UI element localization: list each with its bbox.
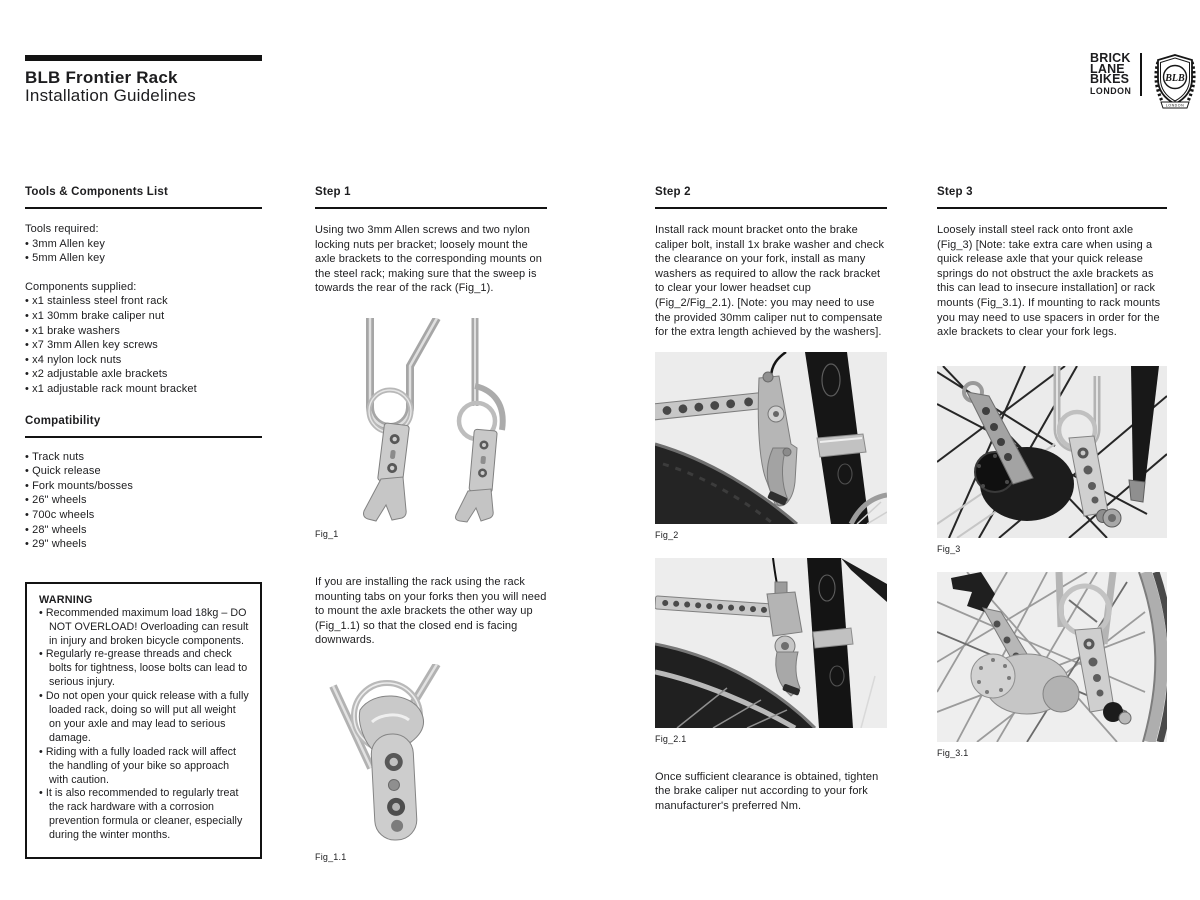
step2-section [655, 186, 887, 814]
fig-1-caption: Fig_1 [315, 528, 339, 539]
fig-2-1-image [655, 558, 887, 728]
tools-required-label: Tools required: [25, 223, 99, 235]
list-item: • 26" wheels [25, 493, 262, 508]
step1-paragraph2: If you are installing the rack using the rack mounting tabs on your forks then you will need to mount the axle brackets the other way up (Fig_1.1) so that the closed end is facing downwards. [315, 575, 547, 647]
warning-box [25, 582, 262, 859]
step2-paragraph2: Once sufficient clearance is obtained, tighten the brake caliper nut according to your fork manufacturer's preferred Nm. [655, 770, 879, 812]
brand-crest-icon [1151, 53, 1199, 116]
brand-wordmark [1090, 53, 1131, 96]
fig-3-1-caption: Fig_3.1 [937, 747, 969, 758]
list-item: • Track nuts [25, 450, 262, 465]
page-title: BLB Frontier Rack [25, 68, 178, 87]
warning-heading: WARNING [39, 593, 93, 606]
warning-list [39, 607, 249, 843]
step3-section [937, 186, 1167, 758]
list-item: • 700c wheels [25, 508, 262, 523]
list-item: • 3mm Allen key [25, 237, 262, 252]
step2-paragraph: Install rack mount bracket onto the brake caliper bolt, install 1x brake washer and check the clearance on your fork, install as many washers as required to allow the rack bracket to clear your lower headset cup (Fig_2/Fig_2.1). [Note: you may need to use the provided 30mm caliper nut to compensate for the extra length achieved by the washers]. [655, 224, 885, 339]
list-item: • 5mm Allen key [25, 251, 262, 266]
list-item: • x2 adjustable axle brackets [25, 367, 262, 382]
fig-2-caption: Fig_2 [655, 529, 679, 540]
list-item: • x1 stainless steel front rack [25, 294, 262, 309]
list-item: • x1 30mm brake caliper nut [25, 309, 262, 324]
step1-section [315, 186, 547, 862]
svg-text:BLB: BLB [1165, 73, 1186, 84]
fig-2-1-caption: Fig_2.1 [655, 733, 687, 744]
warning-item: • Regularly re-grease threads and check bolts for tightness, loose bolts can lead to serious injury. [39, 648, 249, 690]
step1-paragraph: Using two 3mm Allen screws and two nylon locking nuts per bracket; loosely mount the axle brackets to the corresponding mounts on the steel rack; making sure that the sweep is towards the rear of the rack (Fig_1). [315, 224, 542, 295]
compatibility-heading: Compatibility [25, 415, 262, 438]
brand-line: LANE [1090, 61, 1125, 76]
step3-paragraph: Loosely install steel rack onto front axle (Fig_3) [Note: take extra care when using a quick release axle that your quick release springs do not obstruct the axle brackets as this can lead to insecure installation] or rack mounts (Fig_3.1). If mounting to rack mounts you may need to use spacers in order for the axle brackets to clear your fork legs. [937, 224, 1161, 339]
tools-list [25, 237, 262, 266]
components-list [25, 294, 262, 396]
step3-heading: Step 3 [937, 186, 1167, 209]
svg-text:LONDON: LONDON [1166, 103, 1185, 108]
fig-3-image [937, 366, 1167, 538]
warning-item: • Riding with a fully loaded rack will affect the handling of your bike so approach with caution. [39, 746, 249, 788]
fig-3-1-image [937, 572, 1167, 742]
brand-logo [1090, 53, 1199, 116]
list-item: • 29" wheels [25, 537, 262, 552]
step2-heading: Step 2 [655, 186, 887, 209]
fig-1-1-caption: Fig_1.1 [315, 851, 347, 862]
tools-heading: Tools & Components List [25, 186, 262, 209]
warning-item: • It is also recommended to regularly treat the rack hardware with a corrosion prevention formula or cleaner, especially during the winter months. [39, 787, 249, 843]
list-item: • x7 3mm Allen key screws [25, 338, 262, 353]
list-item: • x1 brake washers [25, 324, 262, 339]
page-subtitle: Installation Guidelines [25, 86, 196, 105]
list-item: • 28" wheels [25, 523, 262, 538]
compatibility-section [25, 415, 262, 552]
fig-1-image [315, 318, 547, 523]
header-rule [25, 55, 262, 61]
brand-line: BRICK [1090, 51, 1131, 65]
fig-3-caption: Fig_3 [937, 543, 961, 554]
components-label: Components supplied: [25, 280, 137, 293]
fig-2-image [655, 352, 887, 524]
warning-item: • Recommended maximum load 18kg – DO NOT OVERLOAD! Overloading can result in injury and broken bicycle components. [39, 607, 249, 649]
brand-divider [1140, 53, 1142, 96]
brand-line: BIKES [1090, 72, 1130, 86]
warning-item: • Do not open your quick release with a fully loaded rack, doing so will put all weight on your axle and may lead to serious damage. [39, 690, 249, 746]
list-item: • x4 nylon lock nuts [25, 353, 262, 368]
list-item: • x1 adjustable rack mount bracket [25, 382, 262, 397]
compatibility-list [25, 450, 262, 552]
list-item: • Quick release [25, 464, 262, 479]
list-item: • Fork mounts/bosses [25, 479, 262, 494]
brand-line: LONDON [1090, 85, 1132, 96]
step1-heading: Step 1 [315, 186, 547, 209]
tools-components-section [25, 186, 262, 859]
fig-1-1-image [315, 664, 547, 846]
